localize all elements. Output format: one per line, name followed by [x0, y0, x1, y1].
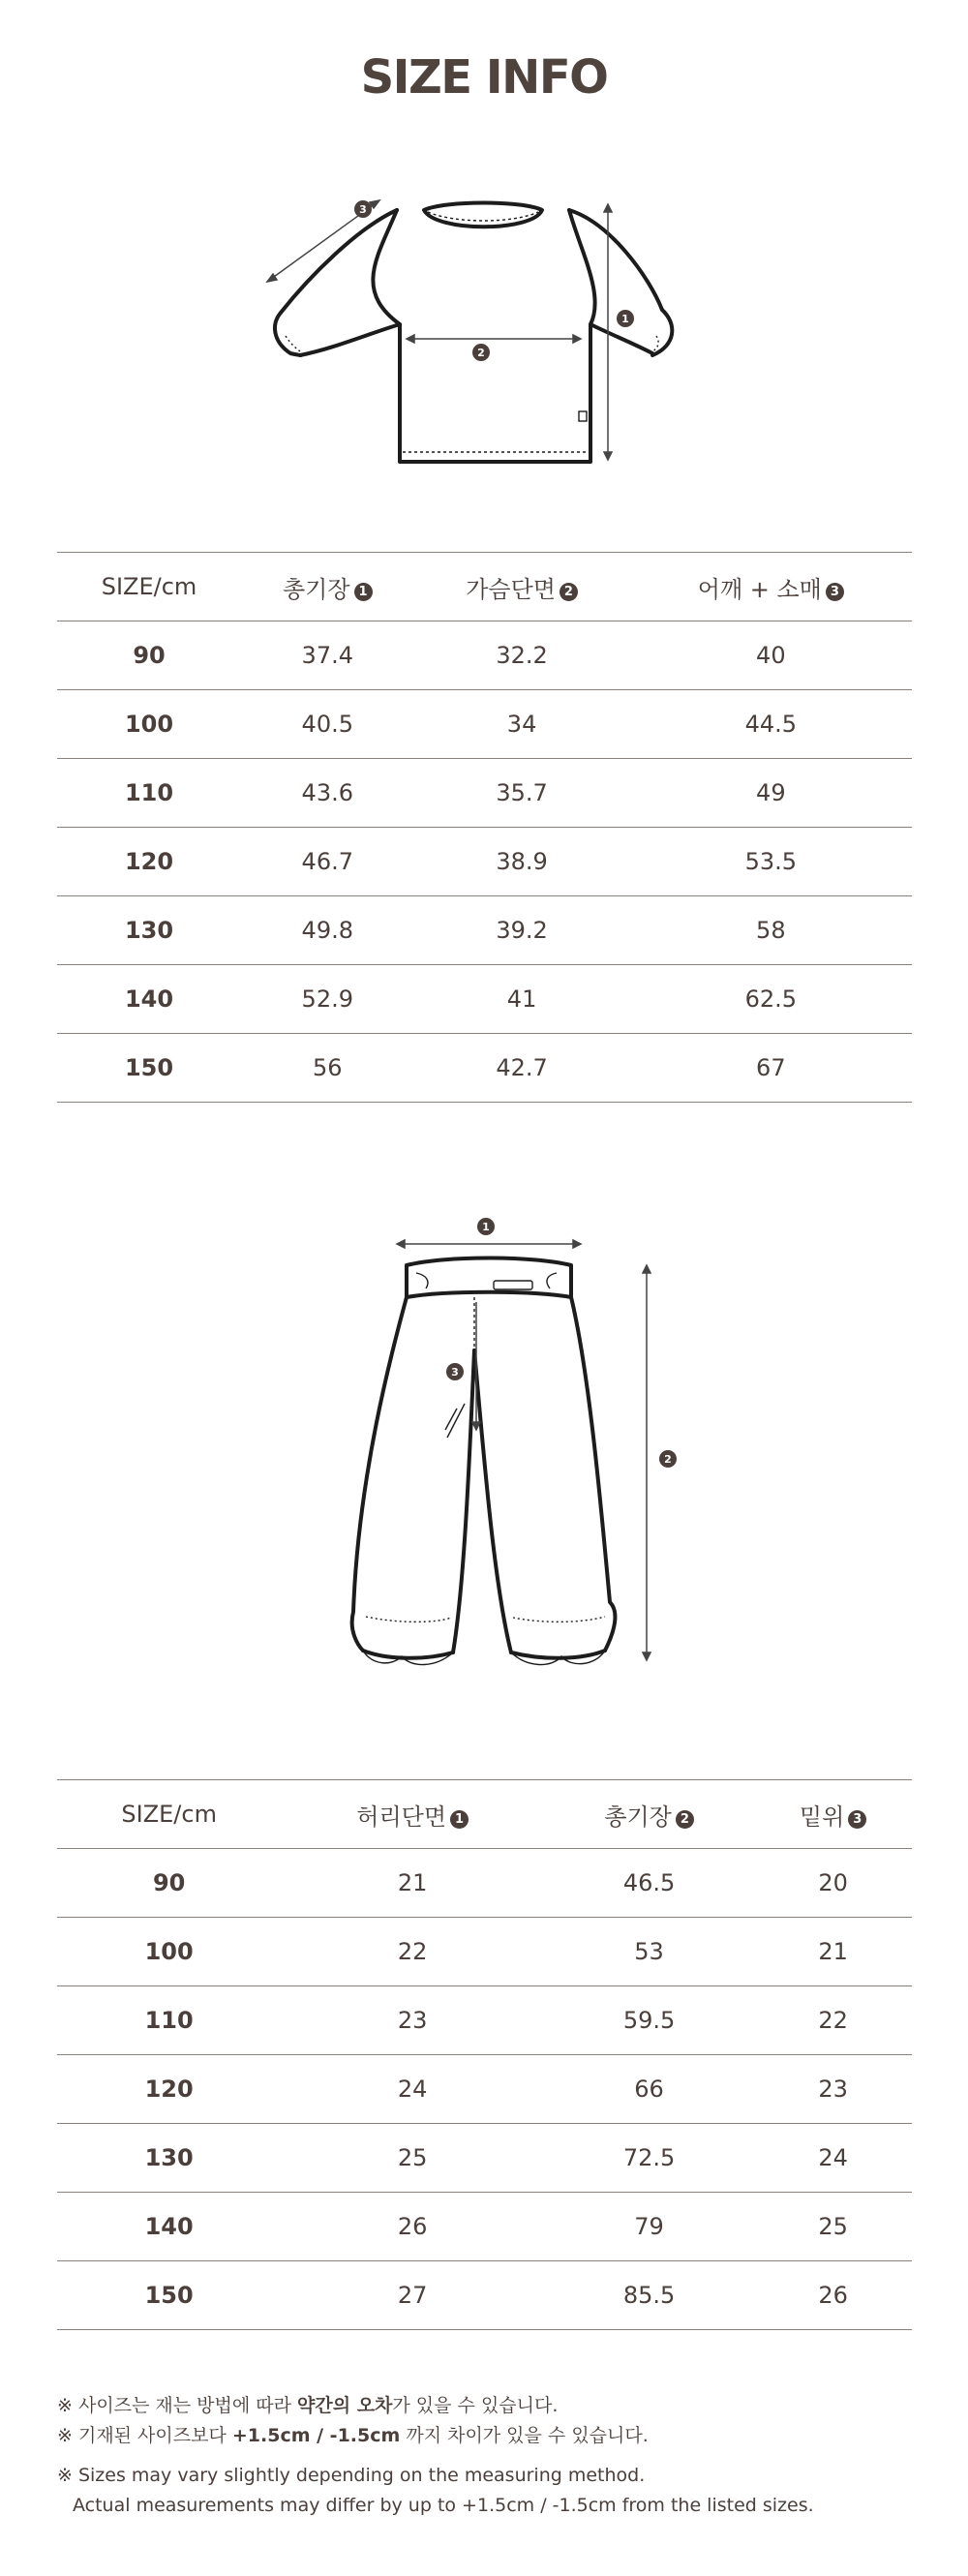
marker-2: 2	[664, 1453, 672, 1466]
table-cell: 67	[630, 1034, 912, 1103]
table-cell: 46.5	[544, 1849, 754, 1918]
table-cell: 120	[57, 828, 241, 896]
column-header: 허리단면 1	[281, 1780, 544, 1849]
marker-1: 1	[621, 313, 629, 325]
table-row	[57, 896, 912, 965]
table-cell: 37.4	[241, 621, 413, 690]
table-cell: 90	[57, 1849, 281, 1918]
marker-1: 1	[482, 1221, 490, 1233]
table-cell: 26	[281, 2193, 544, 2261]
column-header: 밑위 3	[754, 1780, 912, 1849]
table-cell: 20	[754, 1849, 912, 1918]
table-cell: 140	[57, 965, 241, 1034]
number-badge: 3	[826, 583, 844, 601]
table-cell: 22	[281, 1918, 544, 1986]
table-cell: 85.5	[544, 2261, 754, 2330]
table-cell: 24	[281, 2055, 544, 2124]
table-cell: 27	[281, 2261, 544, 2330]
table-cell: 49.8	[241, 896, 413, 965]
table-cell: 100	[57, 1918, 281, 1986]
table-row	[57, 2124, 912, 2193]
top-garment-illustration	[261, 189, 716, 470]
table-row	[57, 965, 912, 1034]
table-cell: 79	[544, 2193, 754, 2261]
table-row	[57, 621, 912, 690]
table-cell: 53	[544, 1918, 754, 1986]
table-cell: 46.7	[241, 828, 413, 896]
table-row	[57, 2055, 912, 2124]
number-badge: 3	[848, 1810, 866, 1829]
number-badge: 1	[354, 583, 373, 601]
table-cell: 25	[754, 2193, 912, 2261]
table-cell: 22	[754, 1986, 912, 2055]
table-cell: 40	[630, 621, 912, 690]
table-cell: 72.5	[544, 2124, 754, 2193]
table-cell: 32.2	[414, 621, 630, 690]
table-cell: 130	[57, 896, 241, 965]
note-line: ※ Sizes may vary slightly depending on the measuring method.	[57, 2465, 646, 2486]
table-cell: 58	[630, 896, 912, 965]
pants-size-table	[57, 1779, 912, 2330]
table-cell: 140	[57, 2193, 281, 2261]
table-cell: 53.5	[630, 828, 912, 896]
table-cell: 23	[281, 1986, 544, 2055]
table-cell: 35.7	[414, 759, 630, 828]
number-badge: 1	[450, 1810, 469, 1829]
table-cell: 100	[57, 690, 241, 759]
marker-2: 2	[477, 347, 485, 359]
table-cell: 49	[630, 759, 912, 828]
table-row	[57, 690, 912, 759]
table-cell: 39.2	[414, 896, 630, 965]
table-row	[57, 1034, 912, 1103]
table-cell: 56	[241, 1034, 413, 1103]
table-cell: 21	[754, 1918, 912, 1986]
marker-3: 3	[359, 203, 367, 216]
page-title: SIZE INFO	[360, 50, 608, 105]
table-cell: 25	[281, 2124, 544, 2193]
column-header: 어깨 + 소매 3	[630, 553, 912, 621]
size-notes	[57, 2391, 814, 2521]
pants-illustration	[339, 1205, 687, 1680]
table-row	[57, 828, 912, 896]
table-cell: 34	[414, 690, 630, 759]
table-cell: 44.5	[630, 690, 912, 759]
table-cell: 150	[57, 2261, 281, 2330]
table-row	[57, 2193, 912, 2261]
table-row	[57, 2261, 912, 2330]
table-cell: 66	[544, 2055, 754, 2124]
marker-3: 3	[451, 1366, 459, 1379]
table-row	[57, 1986, 912, 2055]
table-cell: 52.9	[241, 965, 413, 1034]
table-cell: 26	[754, 2261, 912, 2330]
column-header: 총기장 1	[241, 553, 413, 621]
column-header: 가슴단면 2	[414, 553, 630, 621]
table-cell: 21	[281, 1849, 544, 1918]
table-cell: 23	[754, 2055, 912, 2124]
table-row	[57, 759, 912, 828]
note-line: Actual measurements may differ by up to +1.5cm / -1.5cm from the listed sizes.	[73, 2495, 814, 2516]
column-header: 총기장 2	[544, 1780, 754, 1849]
table-header-row	[57, 553, 912, 621]
table-cell: 62.5	[630, 965, 912, 1034]
table-cell: 110	[57, 759, 241, 828]
table-header-row	[57, 1780, 912, 1849]
note-line: ※ 기재된 사이즈보다 +1.5cm / -1.5cm 까지 차이가 있을 수 있습니다.	[57, 2425, 649, 2446]
table-cell: 38.9	[414, 828, 630, 896]
column-header: SIZE/cm	[57, 553, 241, 621]
table-cell: 150	[57, 1034, 241, 1103]
number-badge: 2	[560, 583, 578, 601]
table-cell: 40.5	[241, 690, 413, 759]
column-header: SIZE/cm	[57, 1780, 281, 1849]
table-row	[57, 1918, 912, 1986]
table-cell: 59.5	[544, 1986, 754, 2055]
table-cell: 130	[57, 2124, 281, 2193]
table-cell: 24	[754, 2124, 912, 2193]
top-size-table	[57, 552, 912, 1103]
table-cell: 43.6	[241, 759, 413, 828]
table-cell: 110	[57, 1986, 281, 2055]
number-badge: 2	[676, 1810, 694, 1829]
table-cell: 120	[57, 2055, 281, 2124]
table-cell: 42.7	[414, 1034, 630, 1103]
table-row	[57, 1849, 912, 1918]
table-cell: 90	[57, 621, 241, 690]
note-line: ※ 사이즈는 재는 방법에 따라 약간의 오차가 있을 수 있습니다.	[57, 2395, 559, 2416]
table-cell: 41	[414, 965, 630, 1034]
